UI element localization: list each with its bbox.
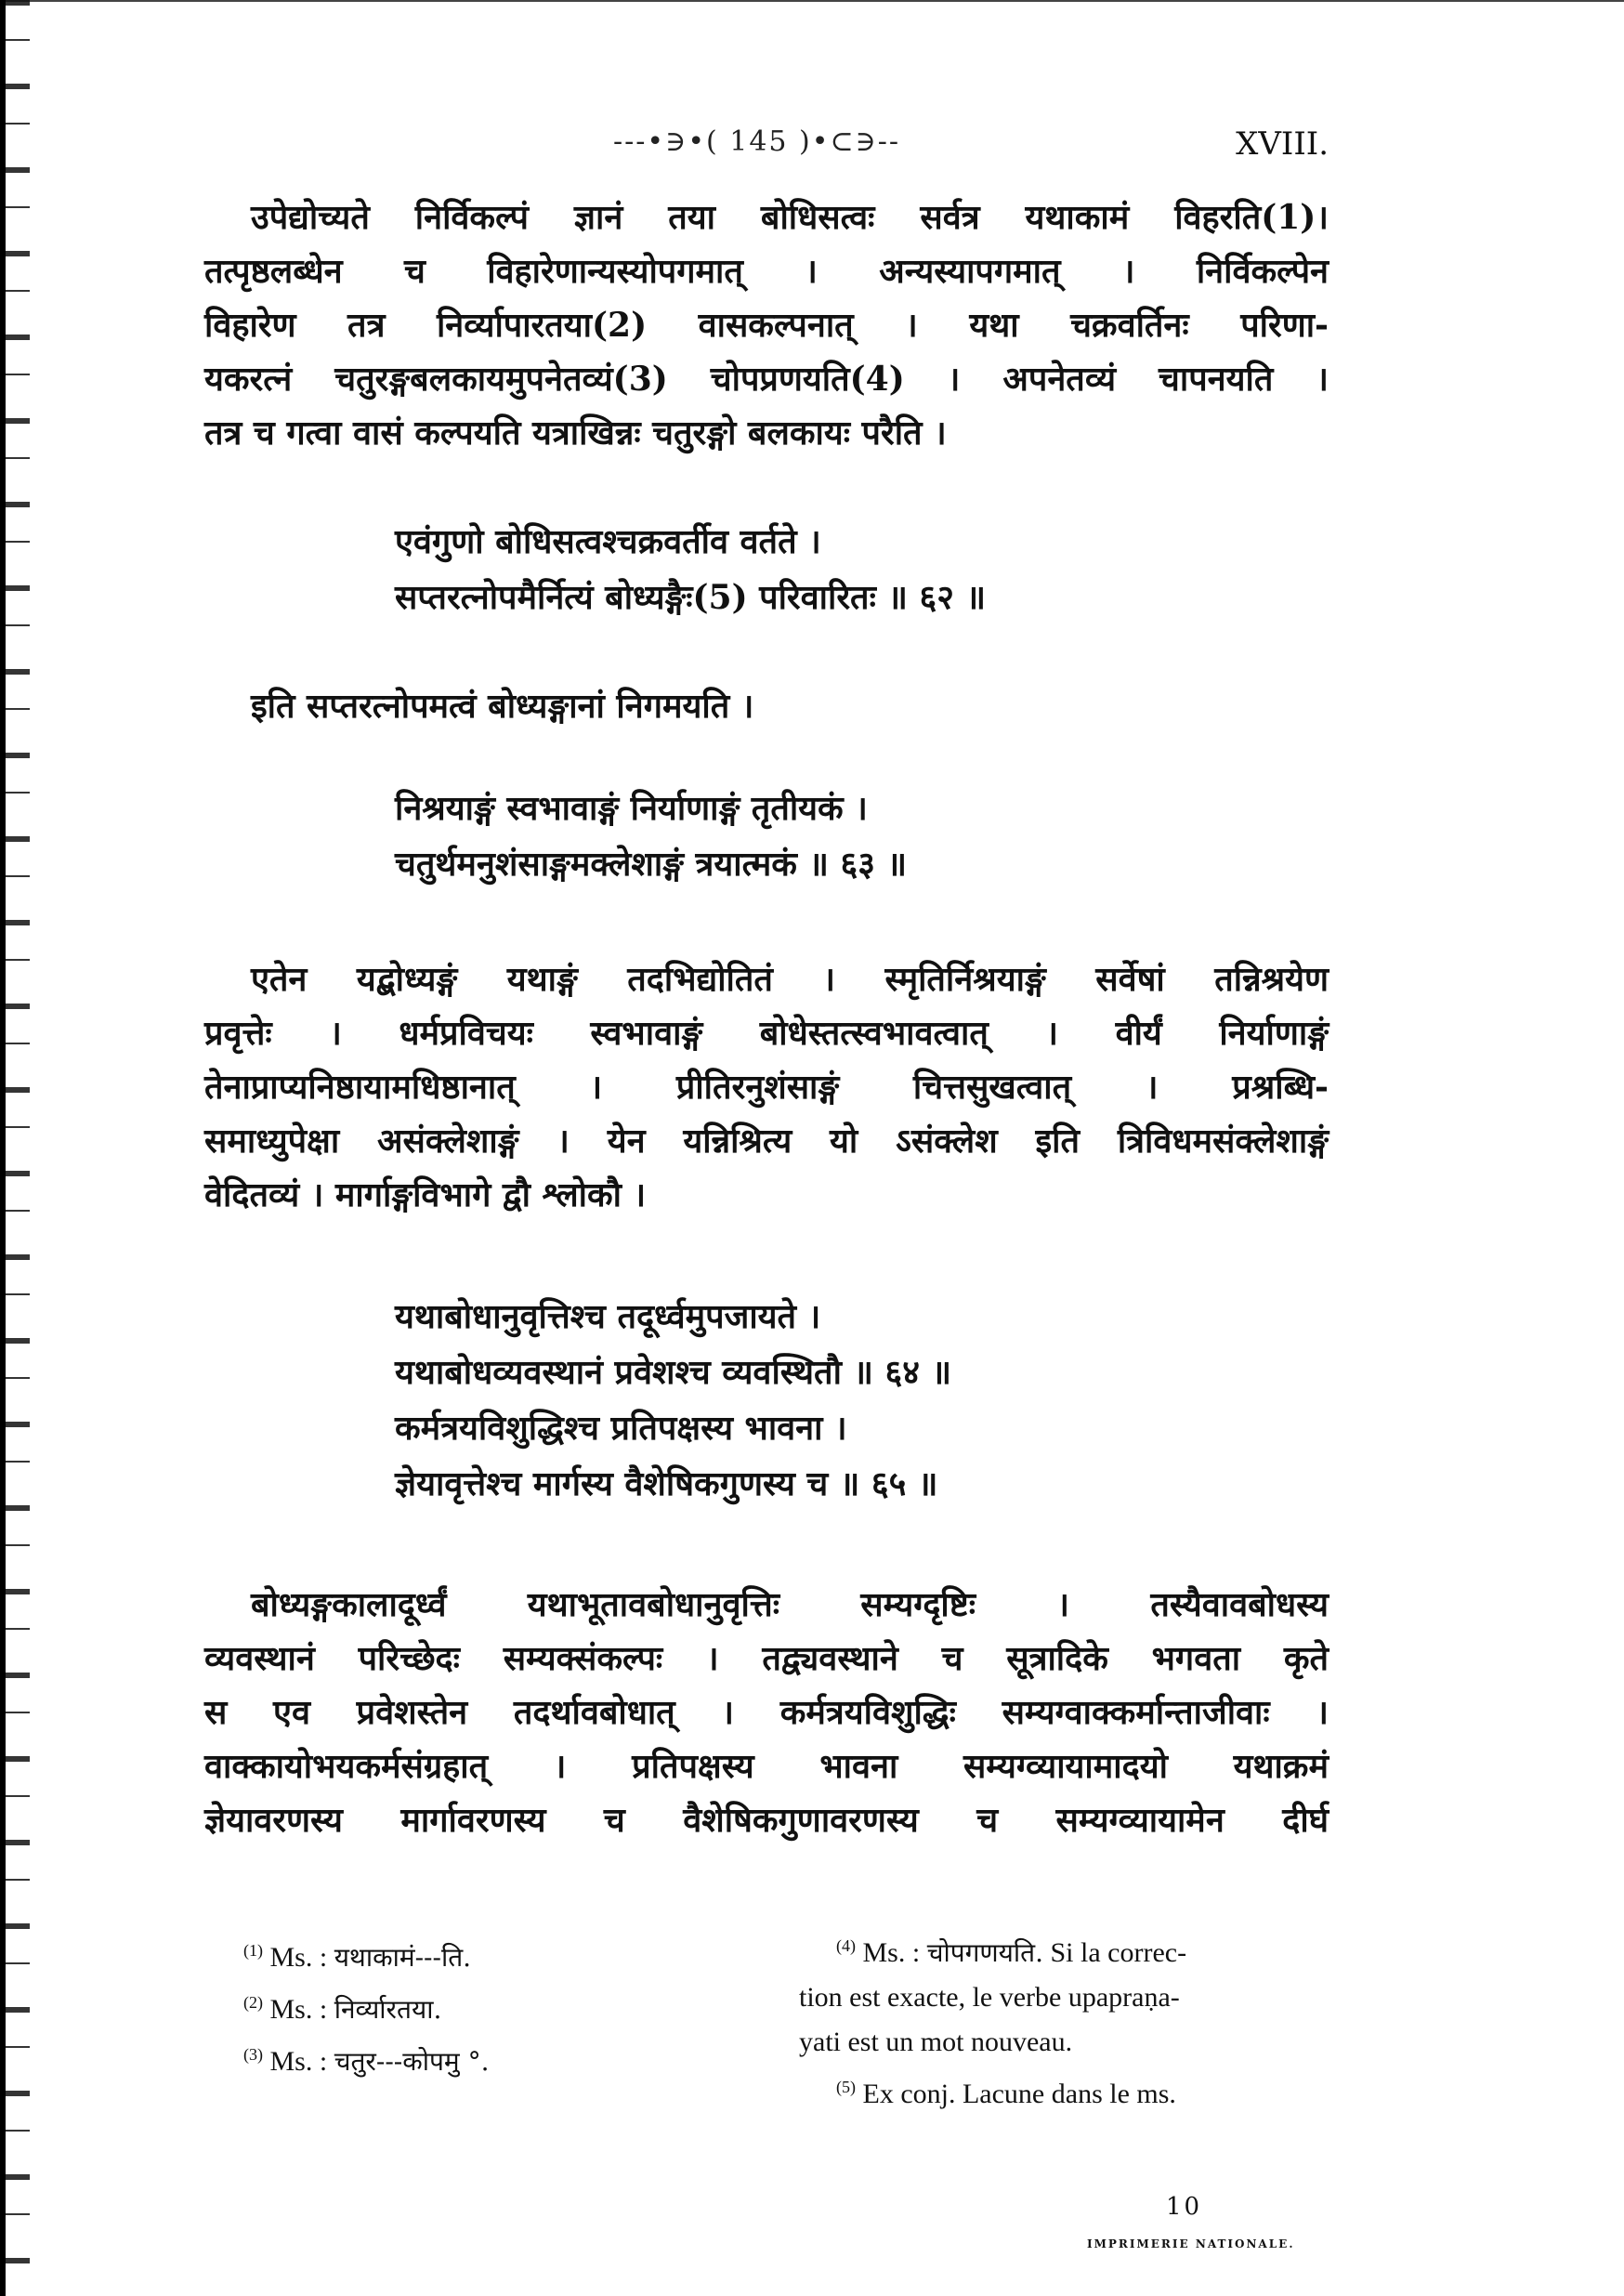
text-line: तेनाप्राप्यनिष्ठायामधिष्ठानात् । प्रीतिरनुशंसाङ्गं चित्तसुखत्वात् । प्रश्रब्धि- <box>204 1068 1329 1107</box>
text-line: ज्ञेयावरणस्य मार्गावरणस्य च वैशेषिकगुणावरणस्य च सम्यग्व्यायामेन दीर्घ <box>204 1801 1329 1840</box>
text-line: समाध्युपेक्षा असंक्लेशाङ्गं । येन यन्निश्रित्य यो ऽसंक्लेश इति त्रिविधमसंक्लेशाङ्गं <box>204 1122 1329 1161</box>
footnote-2: $^{(2)}$ Ms. : निर्व्यारतया. <box>243 1993 442 2025</box>
text-line: व्यवस्थानं परिच्छेदः सम्यक्संकल्पः । तद्व्यवस्थाने च सूत्रादिके भगवता कृते <box>204 1639 1329 1678</box>
page-top-edge <box>0 0 1624 2</box>
iti-line <box>204 679 1329 733</box>
verse-line: यथाबोधव्यवस्थानं प्रवेशश्च व्यवस्थितौ ॥ ६४ ॥ <box>395 1353 952 1392</box>
footnote-5: $^{(5)}$ Ex conj. Lacune dans le ms. <box>836 2078 1176 2109</box>
binding-shadow <box>0 0 6 2296</box>
verse-line: एवंगुणो बोधिसत्वश्चक्रवर्तीव वर्तते । <box>395 522 821 561</box>
text-line: बोध्यङ्गकालादूर्ध्वं यथाभूतावबोधानुवृत्तिः सम्यग्दृष्टिः । तस्यैवावबोधस्य <box>251 1585 1329 1624</box>
text-line: वाक्कायोभयकर्मसंग्रहात् । प्रतिपक्षस्य भावना सम्यग्व्यायामादयो यथाक्रमं <box>204 1747 1329 1786</box>
footnotes-left <box>243 1928 489 2084</box>
verse-line: चतुर्थमनुशंसाङ्गमक्लेशाङ्गं त्रयात्मकं ॥ ६३ ॥ <box>395 845 908 884</box>
text-line: वेदितव्यं । मार्गाङ्गविभागे द्वौ श्लोकौ । <box>204 1175 647 1214</box>
verse-line: कर्मत्रयविशुद्धिश्च प्रतिपक्षस्य भावना । <box>395 1409 847 1448</box>
text-line: एतेन यद्बोध्यङ्गं यथाङ्गं तदभिद्योतितं । स्मृतिर्निश्रयाङ्गं सर्वेषां तन्निश्रयेण <box>251 960 1329 999</box>
verse-line: ज्ञेयावृत्तेश्च मार्गस्य वैशेषिकगुणस्य च ॥ ६५ ॥ <box>395 1464 938 1503</box>
text-line: तत्र च गत्वा वासं कल्पयति यत्राखिन्नः चतुरङ्गो बलकायः परैति । <box>204 413 947 453</box>
verse-63 <box>395 781 907 892</box>
footnote-4-line-3: yati est un mot nouveau. <box>799 2027 1073 2057</box>
footnote-1: $^{(1)}$ Ms. : यथाकामं---ति. <box>243 1941 472 1973</box>
paragraph-2 <box>204 952 1329 1222</box>
text-line: प्रवृत्तेः । धर्मप्रविचयः स्वभावाङ्गं बोधेस्तत्स्वभावत्वात् । वीर्यं निर्याणाङ्गं <box>204 1014 1329 1053</box>
page-number: ---•∋•( 145 )•⊂∋-- <box>613 125 901 158</box>
section-number: XVIII. <box>1236 125 1329 163</box>
printer-imprint: IMPRIMERIE NATIONALE. <box>1087 2237 1295 2250</box>
verse-line: निश्रयाङ्गं स्वभावाङ्गं निर्याणाङ्गं तृतीयकं । <box>395 789 868 828</box>
text-line: उपेद्योच्यते निर्विकल्पं ज्ञानं तया बोधिसत्वः सर्वत्र यथाकामं विहरति(1)। <box>251 198 1329 237</box>
footnotes-right <box>799 1923 1329 2117</box>
paragraph-3 <box>204 1578 1329 1847</box>
verse-line: यथाबोधानुवृत्तिश्च तदूर्ध्वमुपजायते । <box>395 1297 821 1336</box>
text-line: स एव प्रवेशस्तेन तदर्थावबोधात् । कर्मत्रयविशुद्धिः सम्यग्वाक्कर्मान्ताजीवाः । <box>204 1693 1329 1732</box>
text-line: तत्पृष्ठलब्धेन च विहारेणान्यस्योपगमात् । अन्यस्यापगमात् । निर्विकल्पेन <box>204 252 1329 291</box>
text-line: इति सप्तरत्नोपमत्वं बोध्यङ्गानां निगमयति । <box>251 687 754 726</box>
page-header <box>204 125 1329 166</box>
verse-line: सप्तरत्नोपमैर्नित्यं बोध्यङ्गैः(5) परिवारितः ॥ ६२ ॥ <box>395 578 987 617</box>
footnote-3: $^{(3)}$ Ms. : चतुर---कोपमु °. <box>243 2045 490 2077</box>
verse-62 <box>395 514 986 625</box>
text-line: यकरत्नं चतुरङ्गबलकायमुपनेतव्यं(3) चोपप्रणयति(4) । अपनेतव्यं चापनयति । <box>204 360 1329 399</box>
paragraph-1 <box>204 190 1329 460</box>
text-line: विहारेण तत्र निर्व्यापारतया(2) वासकल्पनात् । यथा चक्रवर्तिनः परिणा- <box>204 306 1329 345</box>
signature-number: 10 <box>1166 2193 1203 2221</box>
footnote-4: $^{(4)}$ Ms. : चोपगणयति. Si la correc- <box>836 1936 1187 1968</box>
footnote-4-line-2: tion est exacte, le verbe upapraṇa- <box>799 1982 1180 2013</box>
verse-64-65 <box>395 1289 951 1512</box>
